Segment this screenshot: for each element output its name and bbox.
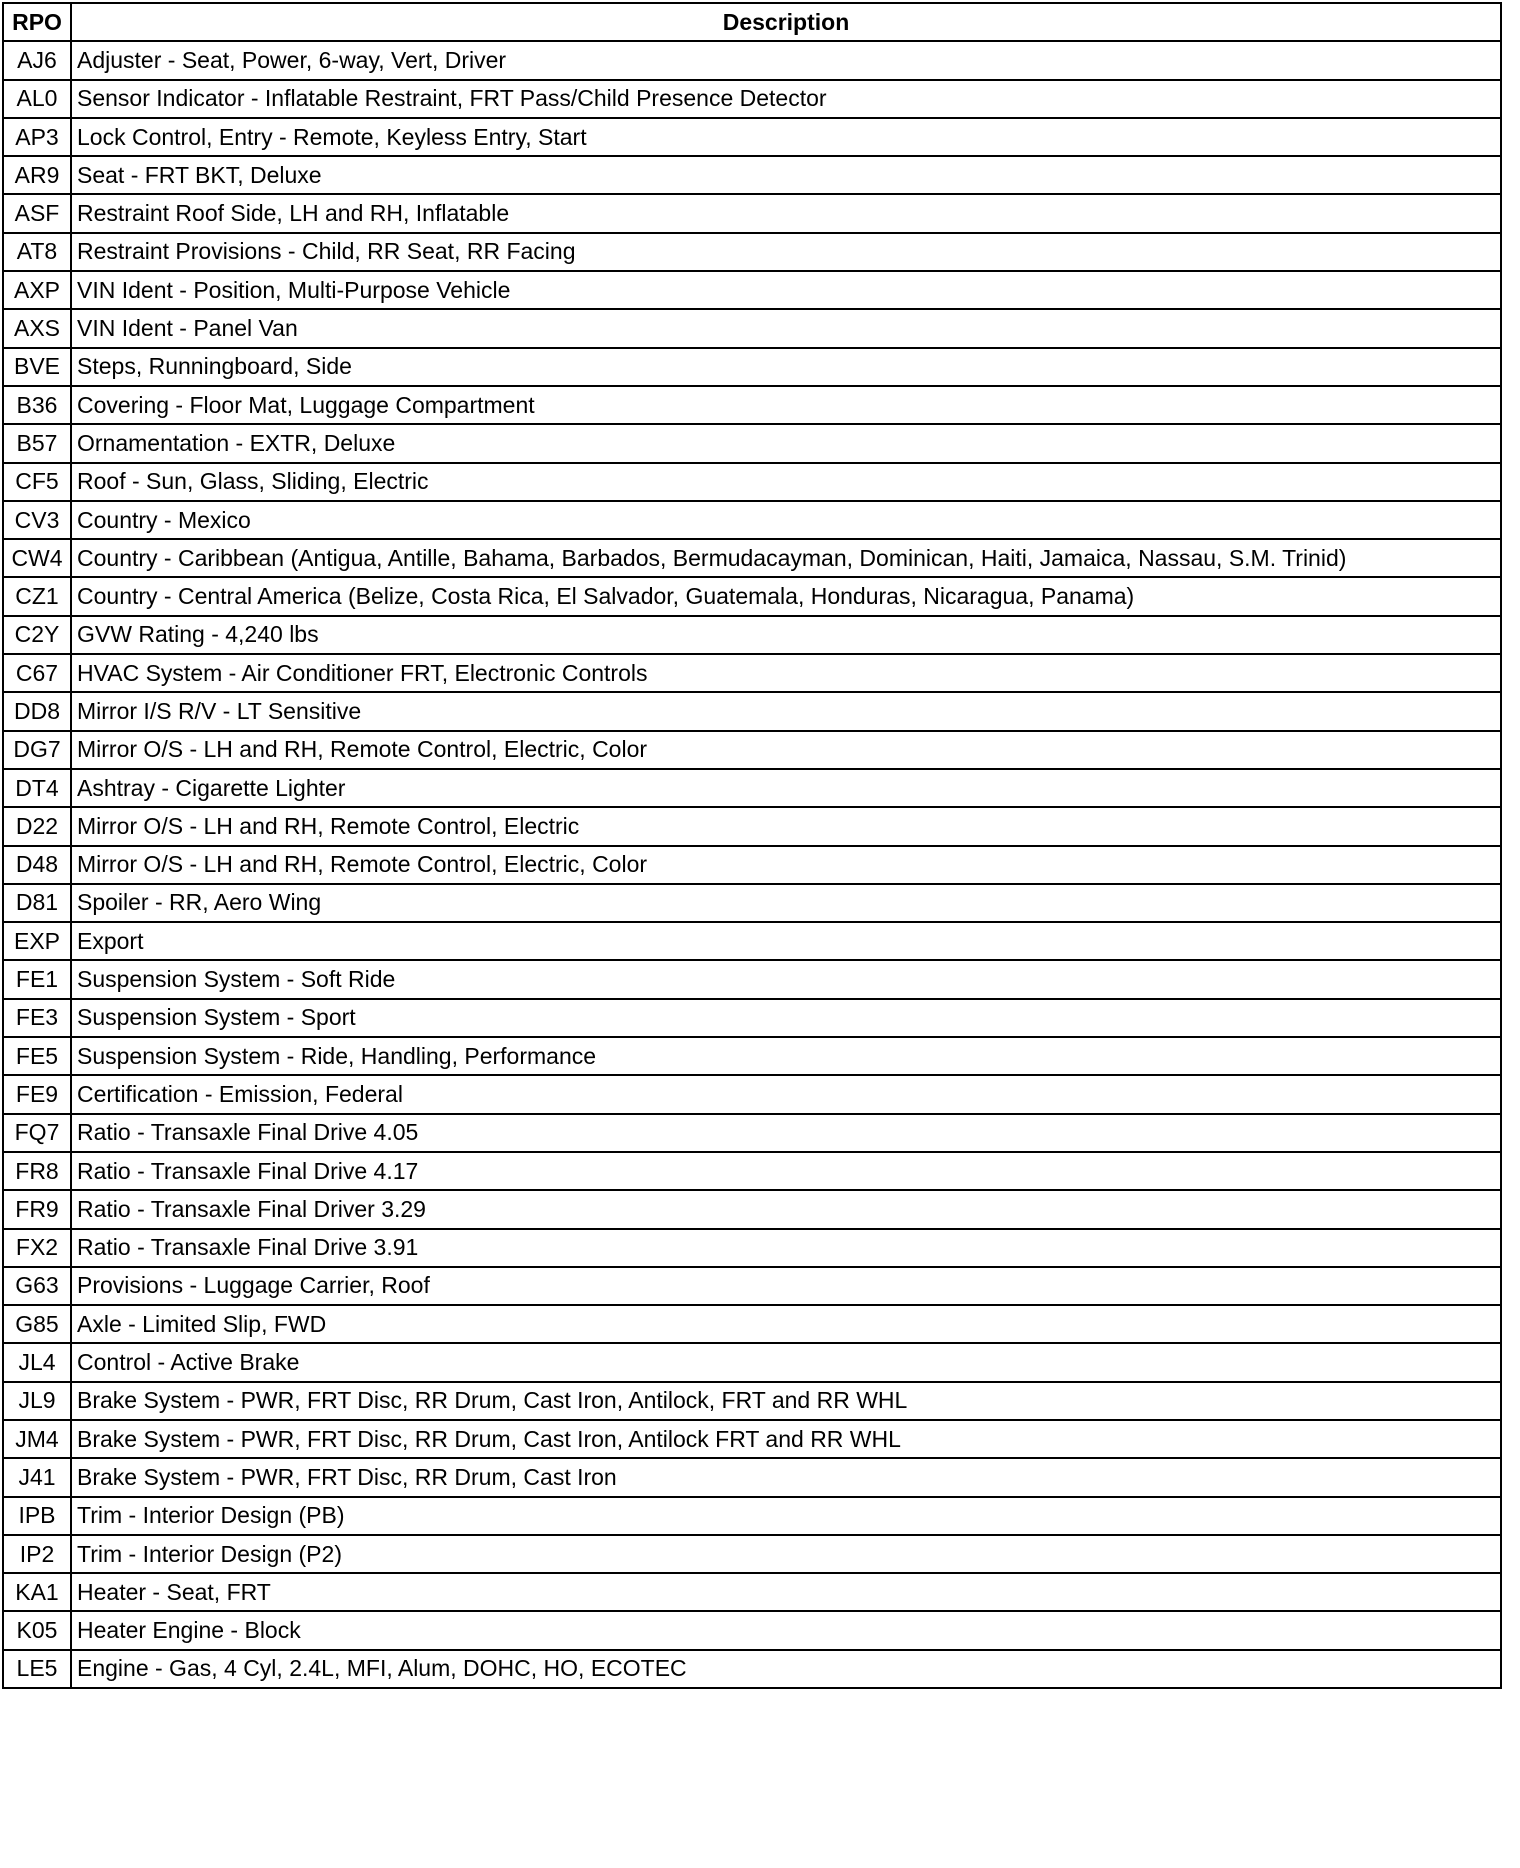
rpo-description-cell: Seat - FRT BKT, Deluxe bbox=[71, 156, 1501, 194]
table-row bbox=[3, 194, 1501, 232]
rpo-code-cell: JL4 bbox=[3, 1343, 71, 1381]
rpo-description-cell: Restraint Provisions - Child, RR Seat, RR Facing bbox=[71, 233, 1501, 271]
table-row bbox=[3, 41, 1501, 79]
table-row bbox=[3, 80, 1501, 118]
header-description: Description bbox=[71, 3, 1501, 41]
table-row bbox=[3, 1611, 1501, 1649]
rpo-description-cell: Mirror O/S - LH and RH, Remote Control, Electric, Color bbox=[71, 846, 1501, 884]
rpo-code-cell: FR9 bbox=[3, 1190, 71, 1228]
rpo-description-cell: VIN Ident - Position, Multi-Purpose Vehicle bbox=[71, 271, 1501, 309]
rpo-description-cell: Spoiler - RR, Aero Wing bbox=[71, 884, 1501, 922]
rpo-code-cell: C2Y bbox=[3, 616, 71, 654]
rpo-description-cell: Axle - Limited Slip, FWD bbox=[71, 1305, 1501, 1343]
rpo-description-cell: Ratio - Transaxle Final Drive 4.17 bbox=[71, 1152, 1501, 1190]
table-row bbox=[3, 1229, 1501, 1267]
rpo-description-cell: Steps, Runningboard, Side bbox=[71, 348, 1501, 386]
header-rpo: RPO bbox=[3, 3, 71, 41]
table-row bbox=[3, 348, 1501, 386]
table-row bbox=[3, 846, 1501, 884]
rpo-code-cell: DG7 bbox=[3, 731, 71, 769]
rpo-code-cell: C67 bbox=[3, 654, 71, 692]
rpo-code-cell: ASF bbox=[3, 194, 71, 232]
table-row bbox=[3, 1497, 1501, 1535]
rpo-description-cell: Country - Central America (Belize, Costa Rica, El Salvador, Guatemala, Honduras, Nicaragua, Panama) bbox=[71, 577, 1501, 615]
table-row bbox=[3, 1343, 1501, 1381]
rpo-code-cell: DT4 bbox=[3, 769, 71, 807]
table-row bbox=[3, 501, 1501, 539]
rpo-code-cell: D81 bbox=[3, 884, 71, 922]
rpo-description-cell: Suspension System - Ride, Handling, Performance bbox=[71, 1037, 1501, 1075]
rpo-code-cell: FX2 bbox=[3, 1229, 71, 1267]
rpo-code-cell: LE5 bbox=[3, 1650, 71, 1688]
rpo-code-cell: FQ7 bbox=[3, 1114, 71, 1152]
table-row bbox=[3, 1305, 1501, 1343]
rpo-code-cell: FE9 bbox=[3, 1075, 71, 1113]
table-row bbox=[3, 999, 1501, 1037]
table-row bbox=[3, 1114, 1501, 1152]
rpo-description-cell: Mirror I/S R/V - LT Sensitive bbox=[71, 692, 1501, 730]
table-row bbox=[3, 1075, 1501, 1113]
table-row bbox=[3, 386, 1501, 424]
table-body bbox=[3, 41, 1501, 1688]
rpo-description-cell: Certification - Emission, Federal bbox=[71, 1075, 1501, 1113]
rpo-code-cell: B36 bbox=[3, 386, 71, 424]
table-row bbox=[3, 463, 1501, 501]
rpo-description-cell: Country - Caribbean (Antigua, Antille, Bahama, Barbados, Bermudacayman, Dominican, Haiti, Jamaica, Nassau, S.M. Trinid) bbox=[71, 539, 1501, 577]
table-row bbox=[3, 692, 1501, 730]
rpo-code-cell: FE1 bbox=[3, 960, 71, 998]
table-row bbox=[3, 807, 1501, 845]
table-row bbox=[3, 309, 1501, 347]
rpo-description-cell: HVAC System - Air Conditioner FRT, Electronic Controls bbox=[71, 654, 1501, 692]
rpo-description-cell: Trim - Interior Design (P2) bbox=[71, 1535, 1501, 1573]
rpo-code-cell: G63 bbox=[3, 1267, 71, 1305]
rpo-description-cell: Sensor Indicator - Inflatable Restraint, FRT Pass/Child Presence Detector bbox=[71, 80, 1501, 118]
table-row bbox=[3, 960, 1501, 998]
table-row bbox=[3, 1267, 1501, 1305]
rpo-code-cell: JL9 bbox=[3, 1382, 71, 1420]
rpo-description-cell: Mirror O/S - LH and RH, Remote Control, Electric bbox=[71, 807, 1501, 845]
rpo-code-cell: AL0 bbox=[3, 80, 71, 118]
rpo-description-cell: Mirror O/S - LH and RH, Remote Control, Electric, Color bbox=[71, 731, 1501, 769]
rpo-description-cell: Control - Active Brake bbox=[71, 1343, 1501, 1381]
rpo-description-cell: Brake System - PWR, FRT Disc, RR Drum, Cast Iron, Antilock, FRT and RR WHL bbox=[71, 1382, 1501, 1420]
rpo-description-cell: Suspension System - Soft Ride bbox=[71, 960, 1501, 998]
rpo-description-cell: Brake System - PWR, FRT Disc, RR Drum, Cast Iron, Antilock FRT and RR WHL bbox=[71, 1420, 1501, 1458]
rpo-code-cell: DD8 bbox=[3, 692, 71, 730]
rpo-description-cell: Provisions - Luggage Carrier, Roof bbox=[71, 1267, 1501, 1305]
rpo-description-cell: Heater - Seat, FRT bbox=[71, 1573, 1501, 1611]
rpo-code-cell: IP2 bbox=[3, 1535, 71, 1573]
rpo-description-cell: Ratio - Transaxle Final Drive 4.05 bbox=[71, 1114, 1501, 1152]
rpo-code-cell: AXS bbox=[3, 309, 71, 347]
table-row bbox=[3, 1190, 1501, 1228]
table-row bbox=[3, 424, 1501, 462]
table-row bbox=[3, 271, 1501, 309]
rpo-code-cell: FR8 bbox=[3, 1152, 71, 1190]
rpo-code-cell: AP3 bbox=[3, 118, 71, 156]
table-row bbox=[3, 731, 1501, 769]
table-row bbox=[3, 884, 1501, 922]
table-row bbox=[3, 1458, 1501, 1496]
rpo-description-cell: Lock Control, Entry - Remote, Keyless Entry, Start bbox=[71, 118, 1501, 156]
table-row bbox=[3, 1037, 1501, 1075]
rpo-code-cell: K05 bbox=[3, 1611, 71, 1649]
rpo-description-cell: Ornamentation - EXTR, Deluxe bbox=[71, 424, 1501, 462]
rpo-code-cell: D48 bbox=[3, 846, 71, 884]
table-row bbox=[3, 118, 1501, 156]
table-row bbox=[3, 1650, 1501, 1688]
rpo-description-cell: Suspension System - Sport bbox=[71, 999, 1501, 1037]
rpo-description-cell: Country - Mexico bbox=[71, 501, 1501, 539]
table-header-row bbox=[3, 3, 1501, 41]
rpo-description-cell: Ratio - Transaxle Final Drive 3.91 bbox=[71, 1229, 1501, 1267]
rpo-description-cell: Ashtray - Cigarette Lighter bbox=[71, 769, 1501, 807]
rpo-code-cell: CV3 bbox=[3, 501, 71, 539]
rpo-code-cell: JM4 bbox=[3, 1420, 71, 1458]
rpo-code-cell: CZ1 bbox=[3, 577, 71, 615]
rpo-code-cell: J41 bbox=[3, 1458, 71, 1496]
table-row bbox=[3, 1382, 1501, 1420]
table-row bbox=[3, 233, 1501, 271]
rpo-description-cell: GVW Rating - 4,240 lbs bbox=[71, 616, 1501, 654]
table-row bbox=[3, 1420, 1501, 1458]
rpo-description-cell: Ratio - Transaxle Final Driver 3.29 bbox=[71, 1190, 1501, 1228]
rpo-description-cell: Heater Engine - Block bbox=[71, 1611, 1501, 1649]
table-row bbox=[3, 577, 1501, 615]
rpo-code-cell: AJ6 bbox=[3, 41, 71, 79]
rpo-code-cell: AT8 bbox=[3, 233, 71, 271]
rpo-code-cell: AXP bbox=[3, 271, 71, 309]
rpo-description-cell: Adjuster - Seat, Power, 6-way, Vert, Driver bbox=[71, 41, 1501, 79]
rpo-description-cell: Engine - Gas, 4 Cyl, 2.4L, MFI, Alum, DOHC, HO, ECOTEC bbox=[71, 1650, 1501, 1688]
rpo-code-cell: EXP bbox=[3, 922, 71, 960]
rpo-code-cell: D22 bbox=[3, 807, 71, 845]
table-row bbox=[3, 654, 1501, 692]
table-row bbox=[3, 616, 1501, 654]
rpo-code-cell: B57 bbox=[3, 424, 71, 462]
rpo-description-cell: Export bbox=[71, 922, 1501, 960]
rpo-code-cell: G85 bbox=[3, 1305, 71, 1343]
rpo-description-cell: Brake System - PWR, FRT Disc, RR Drum, Cast Iron bbox=[71, 1458, 1501, 1496]
table-row bbox=[3, 922, 1501, 960]
rpo-description-cell: Roof - Sun, Glass, Sliding, Electric bbox=[71, 463, 1501, 501]
rpo-code-cell: CW4 bbox=[3, 539, 71, 577]
rpo-code-cell: KA1 bbox=[3, 1573, 71, 1611]
table-row bbox=[3, 539, 1501, 577]
rpo-description-cell: Trim - Interior Design (PB) bbox=[71, 1497, 1501, 1535]
rpo-description-cell: Covering - Floor Mat, Luggage Compartment bbox=[71, 386, 1501, 424]
rpo-table bbox=[2, 2, 1502, 1689]
rpo-code-cell: IPB bbox=[3, 1497, 71, 1535]
rpo-code-cell: AR9 bbox=[3, 156, 71, 194]
rpo-description-cell: VIN Ident - Panel Van bbox=[71, 309, 1501, 347]
table-row bbox=[3, 1535, 1501, 1573]
rpo-code-cell: FE3 bbox=[3, 999, 71, 1037]
rpo-code-cell: CF5 bbox=[3, 463, 71, 501]
rpo-code-cell: BVE bbox=[3, 348, 71, 386]
table-row bbox=[3, 769, 1501, 807]
table-row bbox=[3, 1573, 1501, 1611]
table-row bbox=[3, 156, 1501, 194]
table-row bbox=[3, 1152, 1501, 1190]
rpo-code-cell: FE5 bbox=[3, 1037, 71, 1075]
rpo-description-cell: Restraint Roof Side, LH and RH, Inflatable bbox=[71, 194, 1501, 232]
